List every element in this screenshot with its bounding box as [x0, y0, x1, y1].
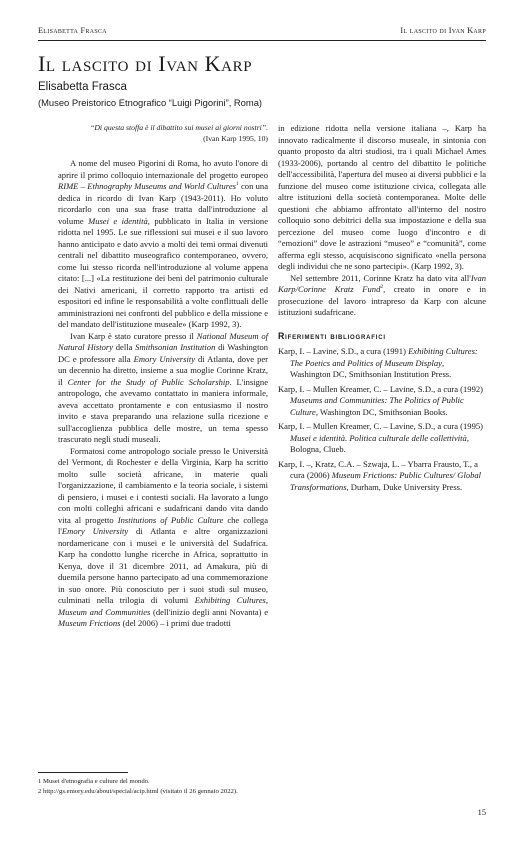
footnote-2: 2 http://gs.emory.edu/about/special/acip.html (visitato il 26 gennaio 2022). [38, 788, 238, 795]
right-column [278, 123, 486, 496]
footnote-1: 1 Musei d'etnografia e culture del mondo. [38, 778, 150, 785]
running-head-title: Il lascito di Ivan Karp [400, 26, 486, 35]
paragraph-3: Formatosi come antropologo sociale presso le Università del Vermont, di Rochester e della Virginia, Karp ha scritto molto sulle società africane, in materie quali l'organizzazione, il cambiamento e la teoria sociale, i sistemi di pensiero, i musei e i contesti sociali. Ha lavorato a lungo con molti colleghi africani e sudafricani dando vita dando vita al progetto Institutions of Public Culture che collega l'Emory University di Atlanta e altre organizzazioni nordamericane con i musei e le università del Sudafrica. Karp ha condotto lunghe ricerche in Africa, soprattutto in Kenya, dove il 31 dicembre 2011, ad Amakura, più di duemila persone hanno partecipato ad una commemorazione in suo onore. Più conosciuto per i suoi studi sul museo, culminati nella trilogia di volumi Exhibiting Cultures, Museum and Communities (dell'inizio degli anni Novanta) e Museum Frictions (del 2006) – i primi due tradotti [58, 445, 269, 628]
epigraph [58, 123, 268, 144]
footnote-ref-1: 1 [235, 181, 239, 188]
epigraph-source: (Ivan Karp 1995, 10) [203, 133, 268, 143]
paragraph-5: Nel settembre 2011, Corinne Kratz ha dato vita all'Ivan Karp/Corinne Kratz Fund$^2$, creato in onore e in prosecuzione del lavoro intrapreso da Karp con alcune istituzioni sudafricane. [278, 272, 486, 317]
epigraph-quote: “Di questa stoffa è il dibattito sui musei ai giorni nostri”. [90, 123, 268, 132]
article-author: Elisabetta Frasca [38, 81, 127, 93]
running-head-author: Elisabetta Frasca [38, 26, 107, 35]
footnote-rule [38, 772, 128, 773]
paragraph-1: A nome del museo Pigorini di Roma, ho avuto l'onore di aprire il primo colloquio internazionale del progetto europeo RIME – Ethnography Museums and World Cultures$^1$ con una dedica in ricordo di Ivan Karp (1943-2011). Ho voluto ricordarlo con una sua frase tratta dall'introduzione al volume Musei e identità, pubblicato in Italia in versione ridotta nel 1995. Le sue riflessioni sui musei e il suo lavoro hanno anticipato e dato avvio a molti dei temi ormai divenuti centrali nel dibattito museografico contemporaneo, ovvero, come lui stesso ricorda nell'introduzione al volume appena citato: [...] «La restituzione dei beni del patrimonio culturale dei Nativi americani, il corretto rapporto tra artisti ed espositori ed infine le responsabilità a volte conflittuali delle amministrazioni nei confronti del pubblico e della missione e del mandato dell'istituzione museale» (Karp 1992, 3). [58, 158, 268, 329]
reference-item: Karp, I. – Mullen Kreamer, C. – Lavine, S.D., a cura (1992) Museums and Communities: The Politics of Public Culture, Washington DC, Smithsonian Books. [278, 383, 483, 417]
reference-item: Karp, I. – Lavine, S.D., a cura (1991) Exhibiting Cultures: The Poetics and Politics of Museum Display, Washington DC, Smithsonian Institution Press. [278, 346, 478, 379]
references-heading: Riferimenti bibliografici [278, 330, 386, 341]
author-affiliation: (Museo Preistorico Etnografico “Luigi Pigorini”, Roma) [38, 97, 263, 108]
header-rule [38, 40, 486, 41]
footnote-ref-2: 2 [380, 284, 384, 291]
footnotes [38, 777, 488, 797]
reference-item: Karp, I. – Mullen Kreamer, C. – Lavine, S.D., a cura (1995) Musei e identità. Politica culturale delle collettività, Bologna, Clueb. [278, 421, 483, 454]
page-number: 15 [477, 808, 486, 817]
running-head [38, 26, 486, 40]
left-column [58, 123, 268, 630]
paragraph-2: Ivan Karp è stato curatore presso il National Museum of Natural History della Smithsonian Institution di Washington DC e professore alla Emory University di Atlanta, dove per un decennio ha diretto, insieme a sua moglie Corinne Kratz, il Center for the Study of Public Scholarship. L'insigne antropologo, che avevamo contattato in maniera informale, aveva accettato prontamente e con entusiasmo il nostro invito e stava preparando una relazione sulla ricezione e sull'accoglienza pubblica delle mostre, un tema spesso trascurato negli studi museali. [58, 330, 269, 444]
article-title: Il lascito di Ivan Karp [38, 51, 253, 76]
paragraph-4: in edizione ridotta nella versione italiana –, Karp ha innovato radicalmente il discorso museale, in sintonia con quanto proposto da altri studiosi, tra i quali Michael Ames (1933-2006), portando al centro del dibattito le politiche dell'accessibilità, l'apertura del museo ai diversi pubblici e la funzione del museo come istituzione civica, collegata alle altre istituzioni della società contemporanea. Molte delle questioni che abbiamo affrontato all'interno del nostro colloquio sono debitrici della sua impostazione e della sua percezione del museo come luogo d'incontro e di “emozioni” dove le astrazioni “museo” e “comunità”, come afferma egli stesso, acquisiscono significato «nella persona degli individui che ne sono partecipi». (Karp 1992, 3). [278, 123, 486, 271]
reference-item: Karp, I. –, Kratz, C.A. – Szwaja, L. – Ybarra Frausto, T., a cura (2006) Museum Frictions: Public Cultures/ Global Transformations, Durham, Duke University Press. [278, 458, 482, 492]
